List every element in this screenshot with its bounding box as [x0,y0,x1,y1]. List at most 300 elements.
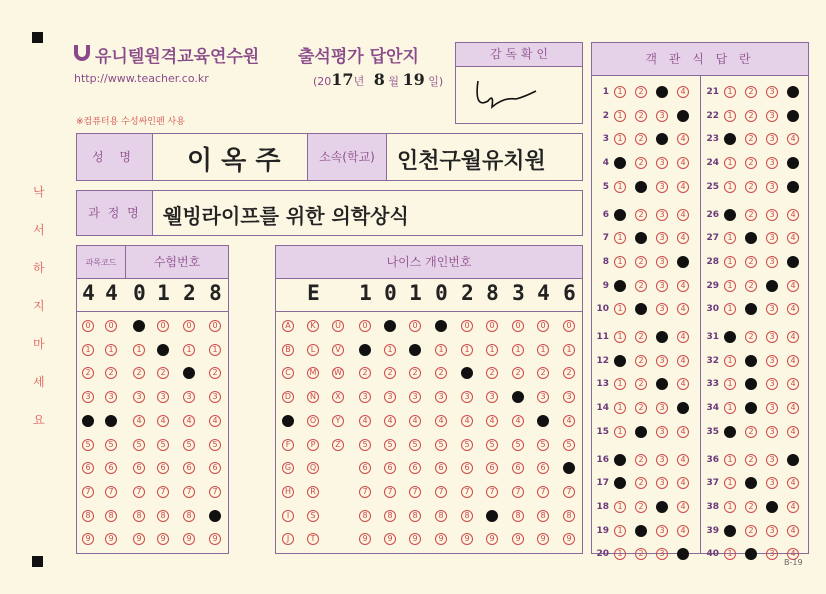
answer-bubble[interactable]: 1 [724,86,736,98]
answer-bubble[interactable] [745,355,757,367]
answer-bubble[interactable]: 4 [787,525,799,537]
neis-bubble[interactable]: 3 [384,391,396,403]
exam-bubble[interactable]: 9 [209,533,221,545]
answer-bubble[interactable] [787,86,799,98]
answer-bubble[interactable]: 4 [677,454,689,466]
answer-bubble[interactable]: 3 [656,303,668,315]
answer-bubble[interactable]: 3 [656,110,668,122]
exam-bubble[interactable]: 7 [133,486,145,498]
neis-bubble[interactable]: 5 [359,439,371,451]
exam-bubble[interactable]: 2 [133,367,145,379]
answer-bubble[interactable] [614,454,626,466]
answer-bubble[interactable]: 3 [656,426,668,438]
neis-bubble[interactable]: 9 [537,533,549,545]
exam-bubble[interactable] [105,415,117,427]
alpha-bubble[interactable]: Y [332,415,344,427]
answer-bubble[interactable]: 4 [787,426,799,438]
exam-bubble[interactable]: 0 [105,320,117,332]
answer-bubble[interactable]: 2 [635,402,647,414]
neis-bubble[interactable]: 1 [537,344,549,356]
neis-bubble[interactable]: 3 [409,391,421,403]
answer-bubble[interactable]: 4 [677,232,689,244]
answer-bubble[interactable]: 4 [677,157,689,169]
answer-bubble[interactable]: 4 [677,209,689,221]
answer-bubble[interactable]: 2 [745,133,757,145]
answer-bubble[interactable]: 4 [787,548,799,560]
alpha-bubble[interactable]: O [307,415,319,427]
neis-bubble[interactable]: 7 [409,486,421,498]
answer-bubble[interactable]: 1 [724,355,736,367]
answer-bubble[interactable]: 1 [724,181,736,193]
neis-bubble[interactable]: 5 [512,439,524,451]
exam-bubble[interactable] [133,320,145,332]
neis-bubble[interactable]: 6 [461,462,473,474]
exam-bubble[interactable]: 8 [105,510,117,522]
answer-bubble[interactable]: 3 [766,86,778,98]
alpha-bubble[interactable]: L [307,344,319,356]
exam-bubble[interactable]: 3 [209,391,221,403]
answer-bubble[interactable]: 3 [656,477,668,489]
exam-bubble[interactable]: 9 [82,533,94,545]
answer-bubble[interactable]: 2 [745,525,757,537]
answer-bubble[interactable]: 1 [614,303,626,315]
neis-bubble[interactable] [409,344,421,356]
answer-bubble[interactable]: 2 [745,181,757,193]
answer-bubble[interactable]: 3 [656,454,668,466]
answer-bubble[interactable] [787,157,799,169]
answer-bubble[interactable] [614,157,626,169]
alpha-bubble[interactable]: N [307,391,319,403]
neis-bubble[interactable]: 8 [384,510,396,522]
answer-bubble[interactable]: 2 [635,501,647,513]
neis-bubble[interactable]: 2 [435,367,447,379]
exam-bubble[interactable]: 5 [209,439,221,451]
exam-bubble[interactable] [209,510,221,522]
answer-bubble[interactable]: 1 [614,331,626,343]
exam-bubble[interactable]: 5 [105,439,117,451]
answer-bubble[interactable]: 4 [787,477,799,489]
neis-bubble[interactable]: 5 [461,439,473,451]
answer-bubble[interactable] [724,331,736,343]
neis-bubble[interactable]: 5 [435,439,447,451]
neis-bubble[interactable]: 9 [563,533,575,545]
exam-bubble[interactable]: 6 [209,462,221,474]
answer-bubble[interactable] [745,402,757,414]
answer-bubble[interactable]: 2 [635,477,647,489]
answer-bubble[interactable] [724,209,736,221]
exam-bubble[interactable]: 0 [157,320,169,332]
exam-bubble[interactable] [82,415,94,427]
neis-bubble[interactable]: 6 [384,462,396,474]
alpha-bubble[interactable]: B [282,344,294,356]
answer-bubble[interactable]: 2 [745,110,757,122]
answer-bubble[interactable]: 1 [614,181,626,193]
answer-bubble[interactable]: 1 [724,232,736,244]
answer-bubble[interactable]: 2 [635,86,647,98]
neis-bubble[interactable]: 2 [537,367,549,379]
answer-bubble[interactable] [635,181,647,193]
exam-bubble[interactable]: 9 [133,533,145,545]
neis-bubble[interactable]: 2 [563,367,575,379]
answer-bubble[interactable]: 1 [724,402,736,414]
neis-bubble[interactable]: 6 [409,462,421,474]
answer-bubble[interactable]: 4 [787,402,799,414]
answer-bubble[interactable]: 4 [787,331,799,343]
answer-bubble[interactable]: 3 [766,477,778,489]
exam-bubble[interactable]: 5 [157,439,169,451]
neis-bubble[interactable]: 0 [409,320,421,332]
neis-bubble[interactable]: 4 [512,415,524,427]
answer-bubble[interactable]: 2 [635,157,647,169]
answer-bubble[interactable]: 2 [635,378,647,390]
answer-bubble[interactable]: 1 [724,477,736,489]
neis-bubble[interactable]: 8 [359,510,371,522]
neis-bubble[interactable]: 4 [563,415,575,427]
exam-bubble[interactable]: 4 [157,415,169,427]
neis-bubble[interactable]: 7 [537,486,549,498]
neis-bubble[interactable]: 0 [486,320,498,332]
answer-bubble[interactable]: 3 [766,378,778,390]
alpha-bubble[interactable]: D [282,391,294,403]
neis-bubble[interactable]: 6 [537,462,549,474]
neis-bubble[interactable]: 9 [359,533,371,545]
exam-bubble[interactable]: 6 [82,462,94,474]
neis-bubble[interactable]: 1 [486,344,498,356]
answer-bubble[interactable]: 4 [787,303,799,315]
answer-bubble[interactable]: 3 [766,303,778,315]
answer-bubble[interactable] [614,209,626,221]
exam-bubble[interactable]: 0 [209,320,221,332]
neis-bubble[interactable]: 1 [461,344,473,356]
exam-bubble[interactable]: 6 [105,462,117,474]
answer-bubble[interactable]: 1 [614,548,626,560]
exam-bubble[interactable]: 4 [133,415,145,427]
neis-bubble[interactable]: 2 [409,367,421,379]
exam-bubble[interactable]: 3 [183,391,195,403]
neis-bubble[interactable]: 9 [512,533,524,545]
exam-bubble[interactable]: 7 [105,486,117,498]
answer-bubble[interactable]: 4 [787,501,799,513]
neis-bubble[interactable]: 3 [563,391,575,403]
answer-bubble[interactable]: 3 [656,232,668,244]
neis-bubble[interactable]: 8 [512,510,524,522]
answer-bubble[interactable] [787,256,799,268]
exam-bubble[interactable]: 1 [105,344,117,356]
neis-bubble[interactable]: 4 [486,415,498,427]
neis-bubble[interactable]: 9 [435,533,447,545]
answer-bubble[interactable]: 2 [745,209,757,221]
neis-bubble[interactable]: 7 [512,486,524,498]
alpha-bubble[interactable]: S [307,510,319,522]
neis-bubble[interactable]: 3 [537,391,549,403]
neis-bubble[interactable]: 1 [512,344,524,356]
neis-bubble[interactable] [435,320,447,332]
alpha-bubble[interactable]: R [307,486,319,498]
answer-bubble[interactable]: 3 [766,454,778,466]
exam-bubble[interactable]: 1 [82,344,94,356]
alpha-bubble[interactable]: V [332,344,344,356]
neis-bubble[interactable]: 3 [486,391,498,403]
answer-bubble[interactable] [635,525,647,537]
neis-bubble[interactable]: 9 [384,533,396,545]
neis-bubble[interactable]: 3 [461,391,473,403]
exam-bubble[interactable]: 9 [105,533,117,545]
answer-bubble[interactable] [677,256,689,268]
exam-bubble[interactable]: 5 [82,439,94,451]
answer-bubble[interactable]: 4 [677,280,689,292]
answer-bubble[interactable]: 3 [656,548,668,560]
answer-bubble[interactable]: 3 [766,232,778,244]
answer-bubble[interactable]: 3 [766,402,778,414]
answer-bubble[interactable]: 2 [635,355,647,367]
answer-bubble[interactable]: 2 [745,256,757,268]
answer-bubble[interactable]: 1 [614,378,626,390]
neis-bubble[interactable]: 3 [435,391,447,403]
exam-bubble[interactable]: 5 [183,439,195,451]
answer-bubble[interactable] [656,501,668,513]
exam-bubble[interactable]: 3 [105,391,117,403]
answer-bubble[interactable]: 1 [724,548,736,560]
answer-bubble[interactable]: 2 [745,86,757,98]
alpha-bubble[interactable] [282,415,294,427]
answer-bubble[interactable]: 4 [787,280,799,292]
neis-bubble[interactable]: 2 [486,367,498,379]
alpha-bubble[interactable]: C [282,367,294,379]
answer-bubble[interactable]: 4 [677,378,689,390]
neis-bubble[interactable]: 5 [486,439,498,451]
alpha-bubble[interactable]: Z [332,439,344,451]
answer-bubble[interactable]: 4 [787,209,799,221]
neis-bubble[interactable]: 0 [512,320,524,332]
exam-bubble[interactable]: 7 [183,486,195,498]
exam-bubble[interactable]: 3 [82,391,94,403]
alpha-bubble[interactable]: W [332,367,344,379]
exam-bubble[interactable]: 7 [82,486,94,498]
answer-bubble[interactable]: 2 [635,209,647,221]
neis-bubble[interactable]: 9 [486,533,498,545]
exam-bubble[interactable]: 6 [133,462,145,474]
exam-bubble[interactable]: 0 [82,320,94,332]
exam-bubble[interactable] [157,344,169,356]
neis-bubble[interactable]: 1 [384,344,396,356]
neis-bubble[interactable]: 8 [461,510,473,522]
neis-bubble[interactable] [359,344,371,356]
exam-bubble[interactable]: 1 [133,344,145,356]
answer-bubble[interactable]: 1 [724,303,736,315]
neis-bubble[interactable]: 2 [512,367,524,379]
answer-bubble[interactable] [677,110,689,122]
neis-bubble[interactable] [537,415,549,427]
answer-bubble[interactable]: 1 [614,86,626,98]
answer-bubble[interactable]: 4 [787,133,799,145]
neis-bubble[interactable]: 8 [537,510,549,522]
answer-bubble[interactable]: 3 [766,355,778,367]
neis-bubble[interactable]: 3 [359,391,371,403]
answer-bubble[interactable]: 2 [635,133,647,145]
alpha-bubble[interactable]: I [282,510,294,522]
neis-bubble[interactable]: 7 [359,486,371,498]
answer-bubble[interactable]: 2 [635,110,647,122]
answer-bubble[interactable]: 4 [677,331,689,343]
answer-bubble[interactable]: 3 [766,548,778,560]
answer-bubble[interactable] [766,501,778,513]
exam-bubble[interactable]: 7 [209,486,221,498]
exam-bubble[interactable]: 4 [209,415,221,427]
answer-bubble[interactable]: 3 [656,157,668,169]
answer-bubble[interactable]: 4 [677,477,689,489]
answer-bubble[interactable]: 4 [677,303,689,315]
alpha-bubble[interactable]: K [307,320,319,332]
neis-bubble[interactable]: 2 [359,367,371,379]
answer-bubble[interactable]: 2 [635,331,647,343]
alpha-bubble[interactable]: P [307,439,319,451]
exam-bubble[interactable]: 1 [209,344,221,356]
neis-bubble[interactable]: 6 [486,462,498,474]
neis-bubble[interactable]: 5 [537,439,549,451]
exam-bubble[interactable]: 8 [133,510,145,522]
exam-bubble[interactable]: 2 [157,367,169,379]
answer-bubble[interactable]: 1 [724,157,736,169]
answer-bubble[interactable] [724,525,736,537]
answer-bubble[interactable]: 2 [635,256,647,268]
answer-bubble[interactable]: 3 [766,181,778,193]
answer-bubble[interactable] [677,548,689,560]
answer-bubble[interactable]: 3 [656,256,668,268]
alpha-bubble[interactable]: X [332,391,344,403]
neis-bubble[interactable]: 8 [409,510,421,522]
answer-bubble[interactable]: 3 [766,525,778,537]
answer-bubble[interactable]: 3 [766,426,778,438]
answer-bubble[interactable] [677,402,689,414]
neis-bubble[interactable]: 8 [563,510,575,522]
exam-bubble[interactable]: 7 [157,486,169,498]
neis-bubble[interactable] [512,391,524,403]
alpha-bubble[interactable]: Q [307,462,319,474]
exam-bubble[interactable]: 2 [105,367,117,379]
answer-bubble[interactable]: 4 [677,181,689,193]
alpha-bubble[interactable]: U [332,320,344,332]
neis-bubble[interactable]: 4 [359,415,371,427]
answer-bubble[interactable]: 1 [724,378,736,390]
neis-bubble[interactable]: 7 [435,486,447,498]
exam-bubble[interactable]: 8 [157,510,169,522]
neis-bubble[interactable]: 2 [384,367,396,379]
neis-bubble[interactable]: 6 [512,462,524,474]
answer-bubble[interactable]: 4 [787,355,799,367]
alpha-bubble[interactable]: M [307,367,319,379]
answer-bubble[interactable] [745,548,757,560]
answer-bubble[interactable]: 1 [614,133,626,145]
answer-bubble[interactable]: 3 [766,331,778,343]
alpha-bubble[interactable]: A [282,320,294,332]
answer-bubble[interactable]: 1 [724,454,736,466]
answer-bubble[interactable]: 3 [766,256,778,268]
exam-bubble[interactable]: 4 [183,415,195,427]
exam-bubble[interactable]: 6 [183,462,195,474]
answer-bubble[interactable] [614,355,626,367]
answer-bubble[interactable]: 3 [656,402,668,414]
neis-bubble[interactable]: 8 [435,510,447,522]
answer-bubble[interactable]: 4 [787,378,799,390]
answer-bubble[interactable]: 3 [656,355,668,367]
answer-bubble[interactable]: 2 [745,157,757,169]
neis-bubble[interactable]: 7 [384,486,396,498]
answer-bubble[interactable]: 1 [724,256,736,268]
alpha-bubble[interactable]: J [282,533,294,545]
exam-bubble[interactable]: 3 [157,391,169,403]
answer-bubble[interactable]: 2 [635,454,647,466]
answer-bubble[interactable]: 1 [614,525,626,537]
answer-bubble[interactable] [724,426,736,438]
answer-bubble[interactable]: 1 [724,501,736,513]
answer-bubble[interactable]: 2 [745,501,757,513]
exam-bubble[interactable]: 8 [82,510,94,522]
exam-bubble[interactable]: 6 [157,462,169,474]
answer-bubble[interactable]: 1 [724,280,736,292]
answer-bubble[interactable]: 3 [766,110,778,122]
answer-bubble[interactable] [766,280,778,292]
alpha-bubble[interactable]: H [282,486,294,498]
answer-bubble[interactable]: 1 [614,426,626,438]
neis-bubble[interactable]: 7 [461,486,473,498]
exam-bubble[interactable]: 9 [157,533,169,545]
answer-bubble[interactable]: 2 [745,426,757,438]
answer-bubble[interactable]: 1 [614,110,626,122]
exam-bubble[interactable]: 3 [133,391,145,403]
neis-bubble[interactable] [384,320,396,332]
answer-bubble[interactable]: 4 [677,86,689,98]
answer-bubble[interactable]: 4 [677,133,689,145]
exam-bubble[interactable]: 9 [183,533,195,545]
exam-bubble[interactable]: 1 [183,344,195,356]
neis-bubble[interactable]: 5 [384,439,396,451]
answer-bubble[interactable]: 4 [677,426,689,438]
neis-bubble[interactable]: 4 [384,415,396,427]
answer-bubble[interactable]: 2 [745,280,757,292]
neis-bubble[interactable]: 0 [537,320,549,332]
neis-bubble[interactable]: 4 [435,415,447,427]
answer-bubble[interactable]: 3 [766,157,778,169]
neis-bubble[interactable]: 9 [409,533,421,545]
answer-bubble[interactable]: 1 [614,501,626,513]
answer-bubble[interactable]: 3 [656,525,668,537]
neis-bubble[interactable] [486,510,498,522]
exam-bubble[interactable]: 8 [183,510,195,522]
answer-bubble[interactable]: 3 [766,133,778,145]
answer-bubble[interactable]: 1 [614,232,626,244]
answer-bubble[interactable]: 2 [635,548,647,560]
answer-bubble[interactable]: 1 [724,110,736,122]
exam-bubble[interactable]: 0 [183,320,195,332]
answer-bubble[interactable] [787,454,799,466]
answer-bubble[interactable]: 1 [614,256,626,268]
answer-bubble[interactable]: 3 [656,181,668,193]
neis-bubble[interactable]: 5 [563,439,575,451]
neis-bubble[interactable]: 7 [486,486,498,498]
answer-bubble[interactable]: 1 [614,402,626,414]
answer-bubble[interactable]: 4 [677,525,689,537]
answer-bubble[interactable] [787,181,799,193]
answer-bubble[interactable] [656,331,668,343]
answer-bubble[interactable]: 2 [745,331,757,343]
answer-bubble[interactable] [635,426,647,438]
answer-bubble[interactable]: 4 [677,355,689,367]
answer-bubble[interactable]: 2 [745,454,757,466]
alpha-bubble[interactable]: F [282,439,294,451]
answer-bubble[interactable]: 2 [635,280,647,292]
neis-bubble[interactable]: 4 [461,415,473,427]
answer-bubble[interactable]: 3 [656,280,668,292]
